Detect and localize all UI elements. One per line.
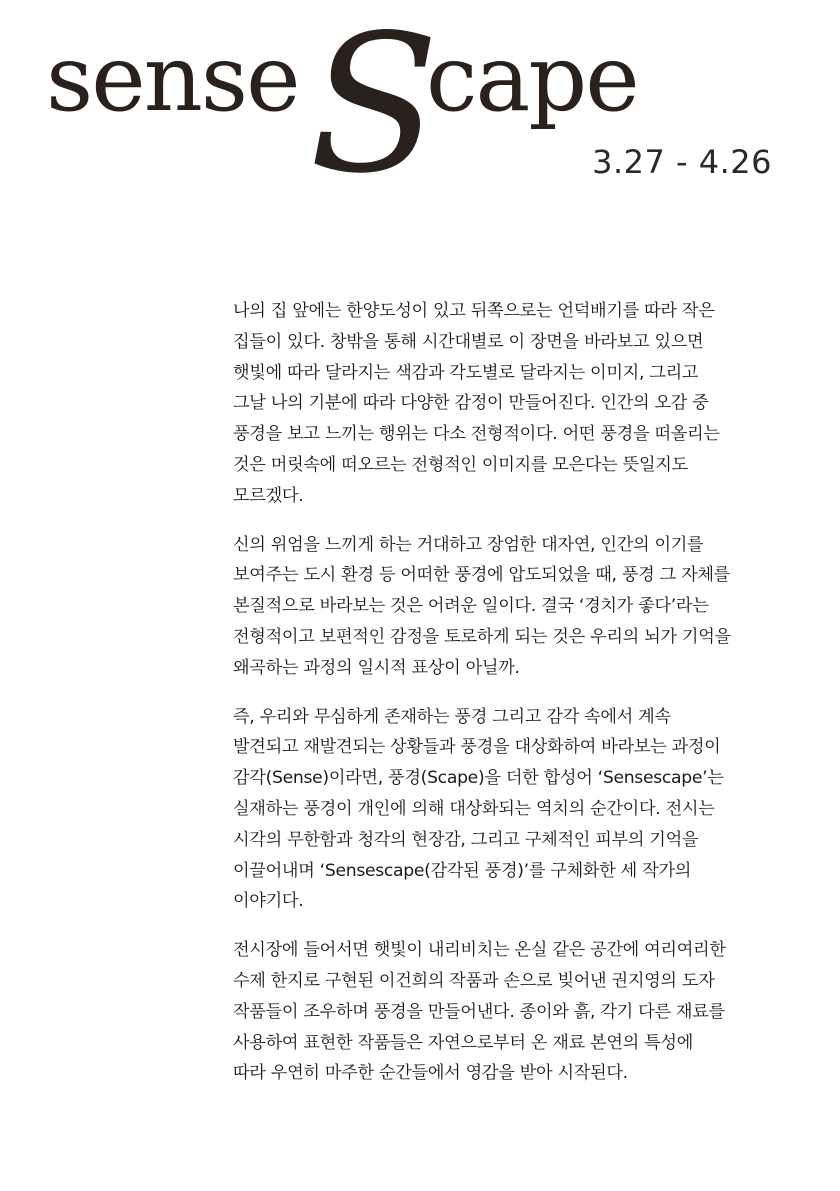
text-line: 그날 나의 기분에 따라 다양한 감정이 만들어진다. 인간의 오감 중 xyxy=(233,393,709,414)
logo-text-right: cape xyxy=(426,25,638,132)
paragraph xyxy=(233,530,778,684)
text-line: 사용하여 표현한 작품들은 자연으로부터 온 재료 본연의 특성에 xyxy=(233,1032,694,1053)
text-line: 즉, 우리와 무심하게 존재하는 풍경 그리고 감각 속에서 계속 xyxy=(233,706,671,727)
text-line: 본질적으로 바라보는 것은 어려운 일이다. 결국 ‘경치가 좋다’라는 xyxy=(233,596,709,617)
text-line: 전시장에 들어서면 햇빛이 내리비치는 온실 같은 공간에 여리여리한 xyxy=(233,940,726,961)
sensescape-logo xyxy=(44,10,684,200)
text-line: 것은 머릿속에 떠오르는 전형적인 이미지를 모은다는 뜻일지도 xyxy=(233,454,688,475)
text-line: 나의 집 앞에는 한양도성이 있고 뒤쪽으로는 언덕배기를 따라 작은 xyxy=(233,301,715,321)
exhibition-description xyxy=(233,296,778,1107)
text-line: 모르겠다. xyxy=(233,485,304,506)
text-line: 수제 한지로 구현된 이건희의 작품과 손으로 빚어낸 권지영의 도자 xyxy=(233,970,715,991)
text-line: 왜곡하는 과정의 일시적 표상이 아닐까. xyxy=(233,657,520,678)
exhibition-dates: 3.27 - 4.26 xyxy=(592,143,772,181)
logo-text-left: sense xyxy=(46,25,299,132)
text-line: 실재하는 풍경이 개인에 의해 대상화되는 역치의 순간이다. 전시는 xyxy=(233,798,715,819)
text-line: 보여주는 도시 환경 등 어떠한 풍경에 압도되었을 때, 풍경 그 자체를 xyxy=(233,565,730,586)
text-line: 시각의 무한함과 청각의 현장감, 그리고 구체적인 피부의 기억을 xyxy=(233,829,699,850)
text-line: 감각(Sense)이라면, 풍경(Scape)을 더한 합성어 ‘Sensescape’는 xyxy=(233,768,724,789)
text-line: 햇빛에 따라 달라지는 색감과 각도별로 달라지는 이미지, 그리고 xyxy=(233,362,699,383)
text-line: 집들이 있다. 창밖을 통해 시간대별로 이 장면을 바라보고 있으면 xyxy=(233,331,704,352)
text-line: 전형적이고 보편적인 감정을 토로하게 되는 것은 우리의 뇌가 기억을 xyxy=(233,626,731,647)
text-line: 이끌어내며 ‘Sensescape(감각된 풍경)’를 구체화한 세 작가의 xyxy=(233,860,692,881)
text-line: 따라 우연히 마주한 순간들에서 영감을 받아 시작된다. xyxy=(233,1063,628,1084)
text-line: 이야기다. xyxy=(233,891,304,912)
paragraph xyxy=(233,935,778,1089)
text-line: 발견되고 재발견되는 상황들과 풍경을 대상화하여 바라보는 과정이 xyxy=(233,737,721,758)
paragraph xyxy=(233,296,778,512)
paragraph xyxy=(233,702,778,918)
text-line: 작품들이 조우하며 풍경을 만들어낸다. 종이와 흙, 각기 다른 재료를 xyxy=(233,1001,725,1022)
text-line: 풍경을 보고 느끼는 행위는 다소 전형적이다. 어떤 풍경을 떠올리는 xyxy=(233,424,720,445)
text-line: 신의 위엄을 느끼게 하는 거대하고 장엄한 대자연, 인간의 이기를 xyxy=(233,534,704,555)
logo-big-s: S xyxy=(309,10,440,200)
